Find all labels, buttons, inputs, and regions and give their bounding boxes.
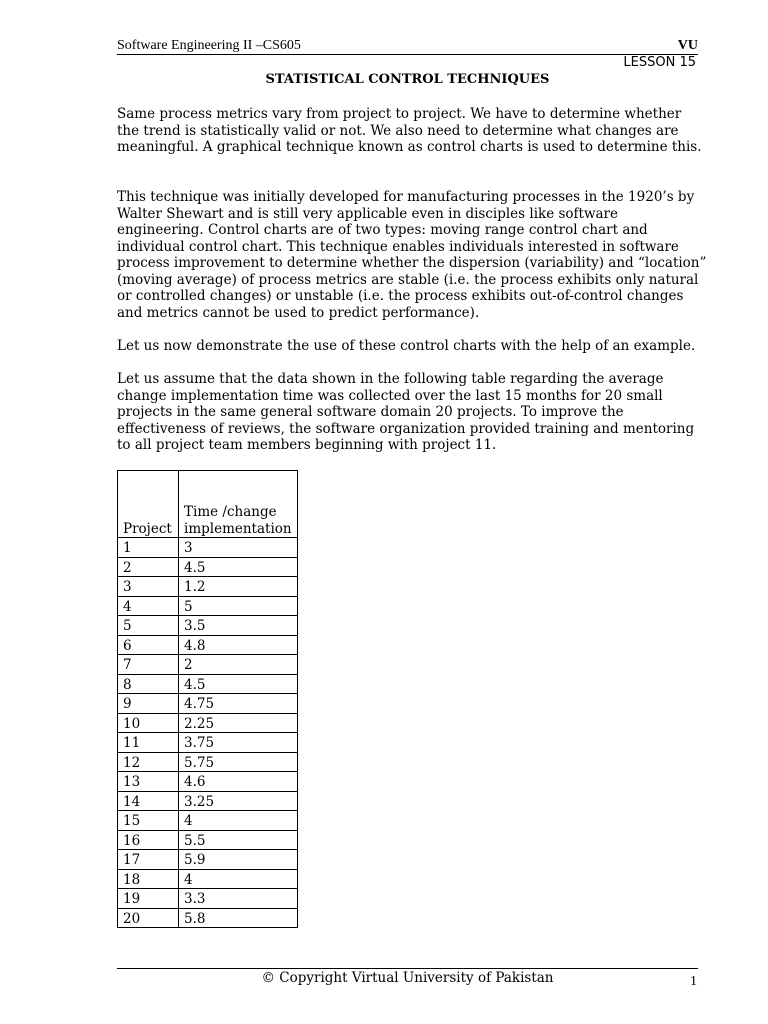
data-table [117,470,298,928]
paragraph-history: This technique was initially developed for manufacturing processes in the 1920’s by Walter Shewart and is still very applicable even in disciples like software engineering. Control charts are of two types: moving range control chart and individual control chart. This technique enables individuals interested in software process improvement to determine whether the dispersion (variability) and “location” (moving average) of process metrics are stable (i.e. the process exhibits only natural or controlled changes) or unstable (i.e. the process exhibits out-of-control changes and metrics cannot be used to predict performance). [117,189,707,321]
page-number: 1 [690,974,697,989]
cell-time: 2.25 [179,713,298,733]
table-body [118,538,298,928]
course-title: Software Engineering II –CS605 [117,38,301,53]
cell-project: 9 [118,694,179,714]
table-row [118,791,298,811]
column-header-time: Time /change implementation [179,471,298,538]
table-row [118,616,298,636]
cell-project: 16 [118,830,179,850]
table-row [118,772,298,792]
cell-project: 12 [118,752,179,772]
table-row [118,713,298,733]
cell-time: 3.3 [179,889,298,909]
cell-project: 18 [118,869,179,889]
cell-time: 2 [179,655,298,675]
cell-time: 1.2 [179,577,298,597]
cell-time: 4.5 [179,674,298,694]
table-row [118,850,298,870]
table-row [118,596,298,616]
table-row [118,752,298,772]
cell-time: 5 [179,596,298,616]
cell-time: 4 [179,869,298,889]
cell-project: 17 [118,850,179,870]
table-row [118,733,298,753]
page-title: STATISTICAL CONTROL TECHNIQUES [265,72,550,87]
copyright-notice: © Copyright Virtual University of Pakistan [261,970,554,986]
table-header-row [118,471,298,538]
page-header [117,38,698,55]
cell-project: 19 [118,889,179,909]
lesson-label: LESSON 15 [623,55,696,70]
cell-project: 1 [118,538,179,558]
paragraph-data-description: Let us assume that the data shown in the following table regarding the average change implementation time was collected over the last 15 months for 20 small projects in the same general software domain 20 projects. To improve the effectiveness of reviews, the software organization provided training and mentoring to all project team members beginning with project 11. [117,371,695,453]
cell-project: 8 [118,674,179,694]
footer-divider [117,968,698,969]
cell-project: 15 [118,811,179,831]
cell-project: 3 [118,577,179,597]
table-row [118,674,298,694]
cell-time: 3.5 [179,616,298,636]
cell-time: 5.9 [179,850,298,870]
cell-time: 3 [179,538,298,558]
cell-time: 5.75 [179,752,298,772]
cell-time: 3.25 [179,791,298,811]
table-row [118,869,298,889]
cell-project: 11 [118,733,179,753]
cell-time: 4.8 [179,635,298,655]
table-row [118,538,298,558]
cell-project: 10 [118,713,179,733]
cell-time: 3.75 [179,733,298,753]
vu-label: VU [677,38,698,53]
table-row [118,635,298,655]
cell-time: 5.8 [179,908,298,928]
table-row [118,830,298,850]
cell-time: 4.75 [179,694,298,714]
table-row [118,577,298,597]
table-row [118,557,298,577]
table-row [118,655,298,675]
cell-project: 2 [118,557,179,577]
cell-project: 14 [118,791,179,811]
cell-project: 13 [118,772,179,792]
cell-project: 5 [118,616,179,636]
cell-project: 4 [118,596,179,616]
table-row [118,889,298,909]
paragraph-intro: Same process metrics vary from project to project. We have to determine whether the trend is statistically valid or not. We also need to determine what changes are meaningful. A graphical technique known as control charts is used to determine this. [117,106,702,155]
cell-time: 5.5 [179,830,298,850]
table-row [118,694,298,714]
cell-project: 20 [118,908,179,928]
paragraph-demo: Let us now demonstrate the use of these control charts with the help of an example. [117,338,696,354]
cell-time: 4 [179,811,298,831]
cell-project: 7 [118,655,179,675]
column-header-project: Project [118,471,179,538]
table-row [118,908,298,928]
table-row [118,811,298,831]
cell-time: 4.5 [179,557,298,577]
cell-time: 4.6 [179,772,298,792]
cell-project: 6 [118,635,179,655]
